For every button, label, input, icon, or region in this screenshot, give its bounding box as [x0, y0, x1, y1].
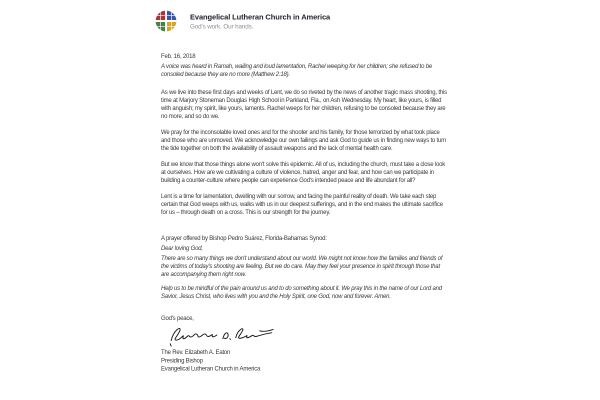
letter-body: [161, 52, 449, 373]
signer-name: The Rev. Elizabeth A. Eaton: [161, 348, 231, 356]
letter-date: Feb. 16, 2018: [161, 52, 196, 60]
prayer-intro: A prayer offered by Bishop Pedro Suárez, Florida-Bahamas Synod:: [161, 234, 327, 242]
letter-paragraph: But we know that those things alone won't solve this epidemic. All of us, including the church, must take a close look at ourselves. How are we cultivating a culture of violence, hatred, anger and fear, and how can we participate in building a counter-culture where people can experience God's intended peace and life abundant for all?: [161, 160, 446, 184]
letter-paragraph: We pray for the inconsolable loved ones and for the shooter and his family, for those terrorized by what took place and those who are unmoved. We acknowledge our own failings and ask God to guide us in finding new ways to turn the tide together on both the availability of assault weapons and the lack of mental health care.: [161, 128, 447, 152]
signature-image: [161, 323, 449, 347]
org-tagline: God's work. Our hands.: [190, 23, 254, 30]
signer-block: [161, 348, 449, 373]
letter-content: [155, 10, 451, 373]
letter-closing: God's peace,: [161, 314, 194, 322]
header-text: [190, 10, 330, 31]
org-name: Evangelical Lutheran Church in America: [190, 13, 331, 22]
elca-logo-icon: [155, 10, 177, 32]
prayer-paragraph: There are so many things we don't understand about our world. We might not know how the families and friends of the victims of today's shooting are feeling. But we do care. May they feel your presence in spirit through those that are accompanying them right now.: [161, 254, 443, 278]
scripture-quote: A voice was heard in Ramah, wailing and loud lamentation, Rachel weeping for her children; she refused to be consoled because they are no more (Matthew 2:18).: [161, 62, 433, 78]
letter-paragraph: As we live into these first days and weeks of Lent, we do so riveted by the news of another tragic mass shooting, this time at Marjory Stoneman Douglas High School in Parkland, Fla., on Ash Wednesday. My heart, like yours, is filled with anguish; my spirit, like yours, laments. Rachel weeps for her children, refusing to be consoled because they are no more, and so do we.: [161, 88, 447, 120]
letter-header: [155, 10, 451, 32]
letter-paragraph: Lent is a time for lamentation, dwelling with our sorrow, and facing the painful reality of death. We take each step certain that God weeps with us, walks with us in our deepest sufferings, and in the end makes the ultimate sacrifice for us – through death on a cross. This is our strength for the journey.: [161, 192, 443, 216]
prayer-paragraph: Help us to be mindful of the pain around us and to do something about it. We pray this in the name of our Lord and Savior, Jesus Christ, who lives with you and the Holy Spirit, one God, now and forever. Amen.: [161, 284, 442, 300]
signer-org: Evangelical Lutheran Church in America: [161, 365, 261, 372]
signer-title: Presiding Bishop: [161, 356, 203, 364]
prayer-salutation: Dear loving God,: [161, 244, 203, 252]
